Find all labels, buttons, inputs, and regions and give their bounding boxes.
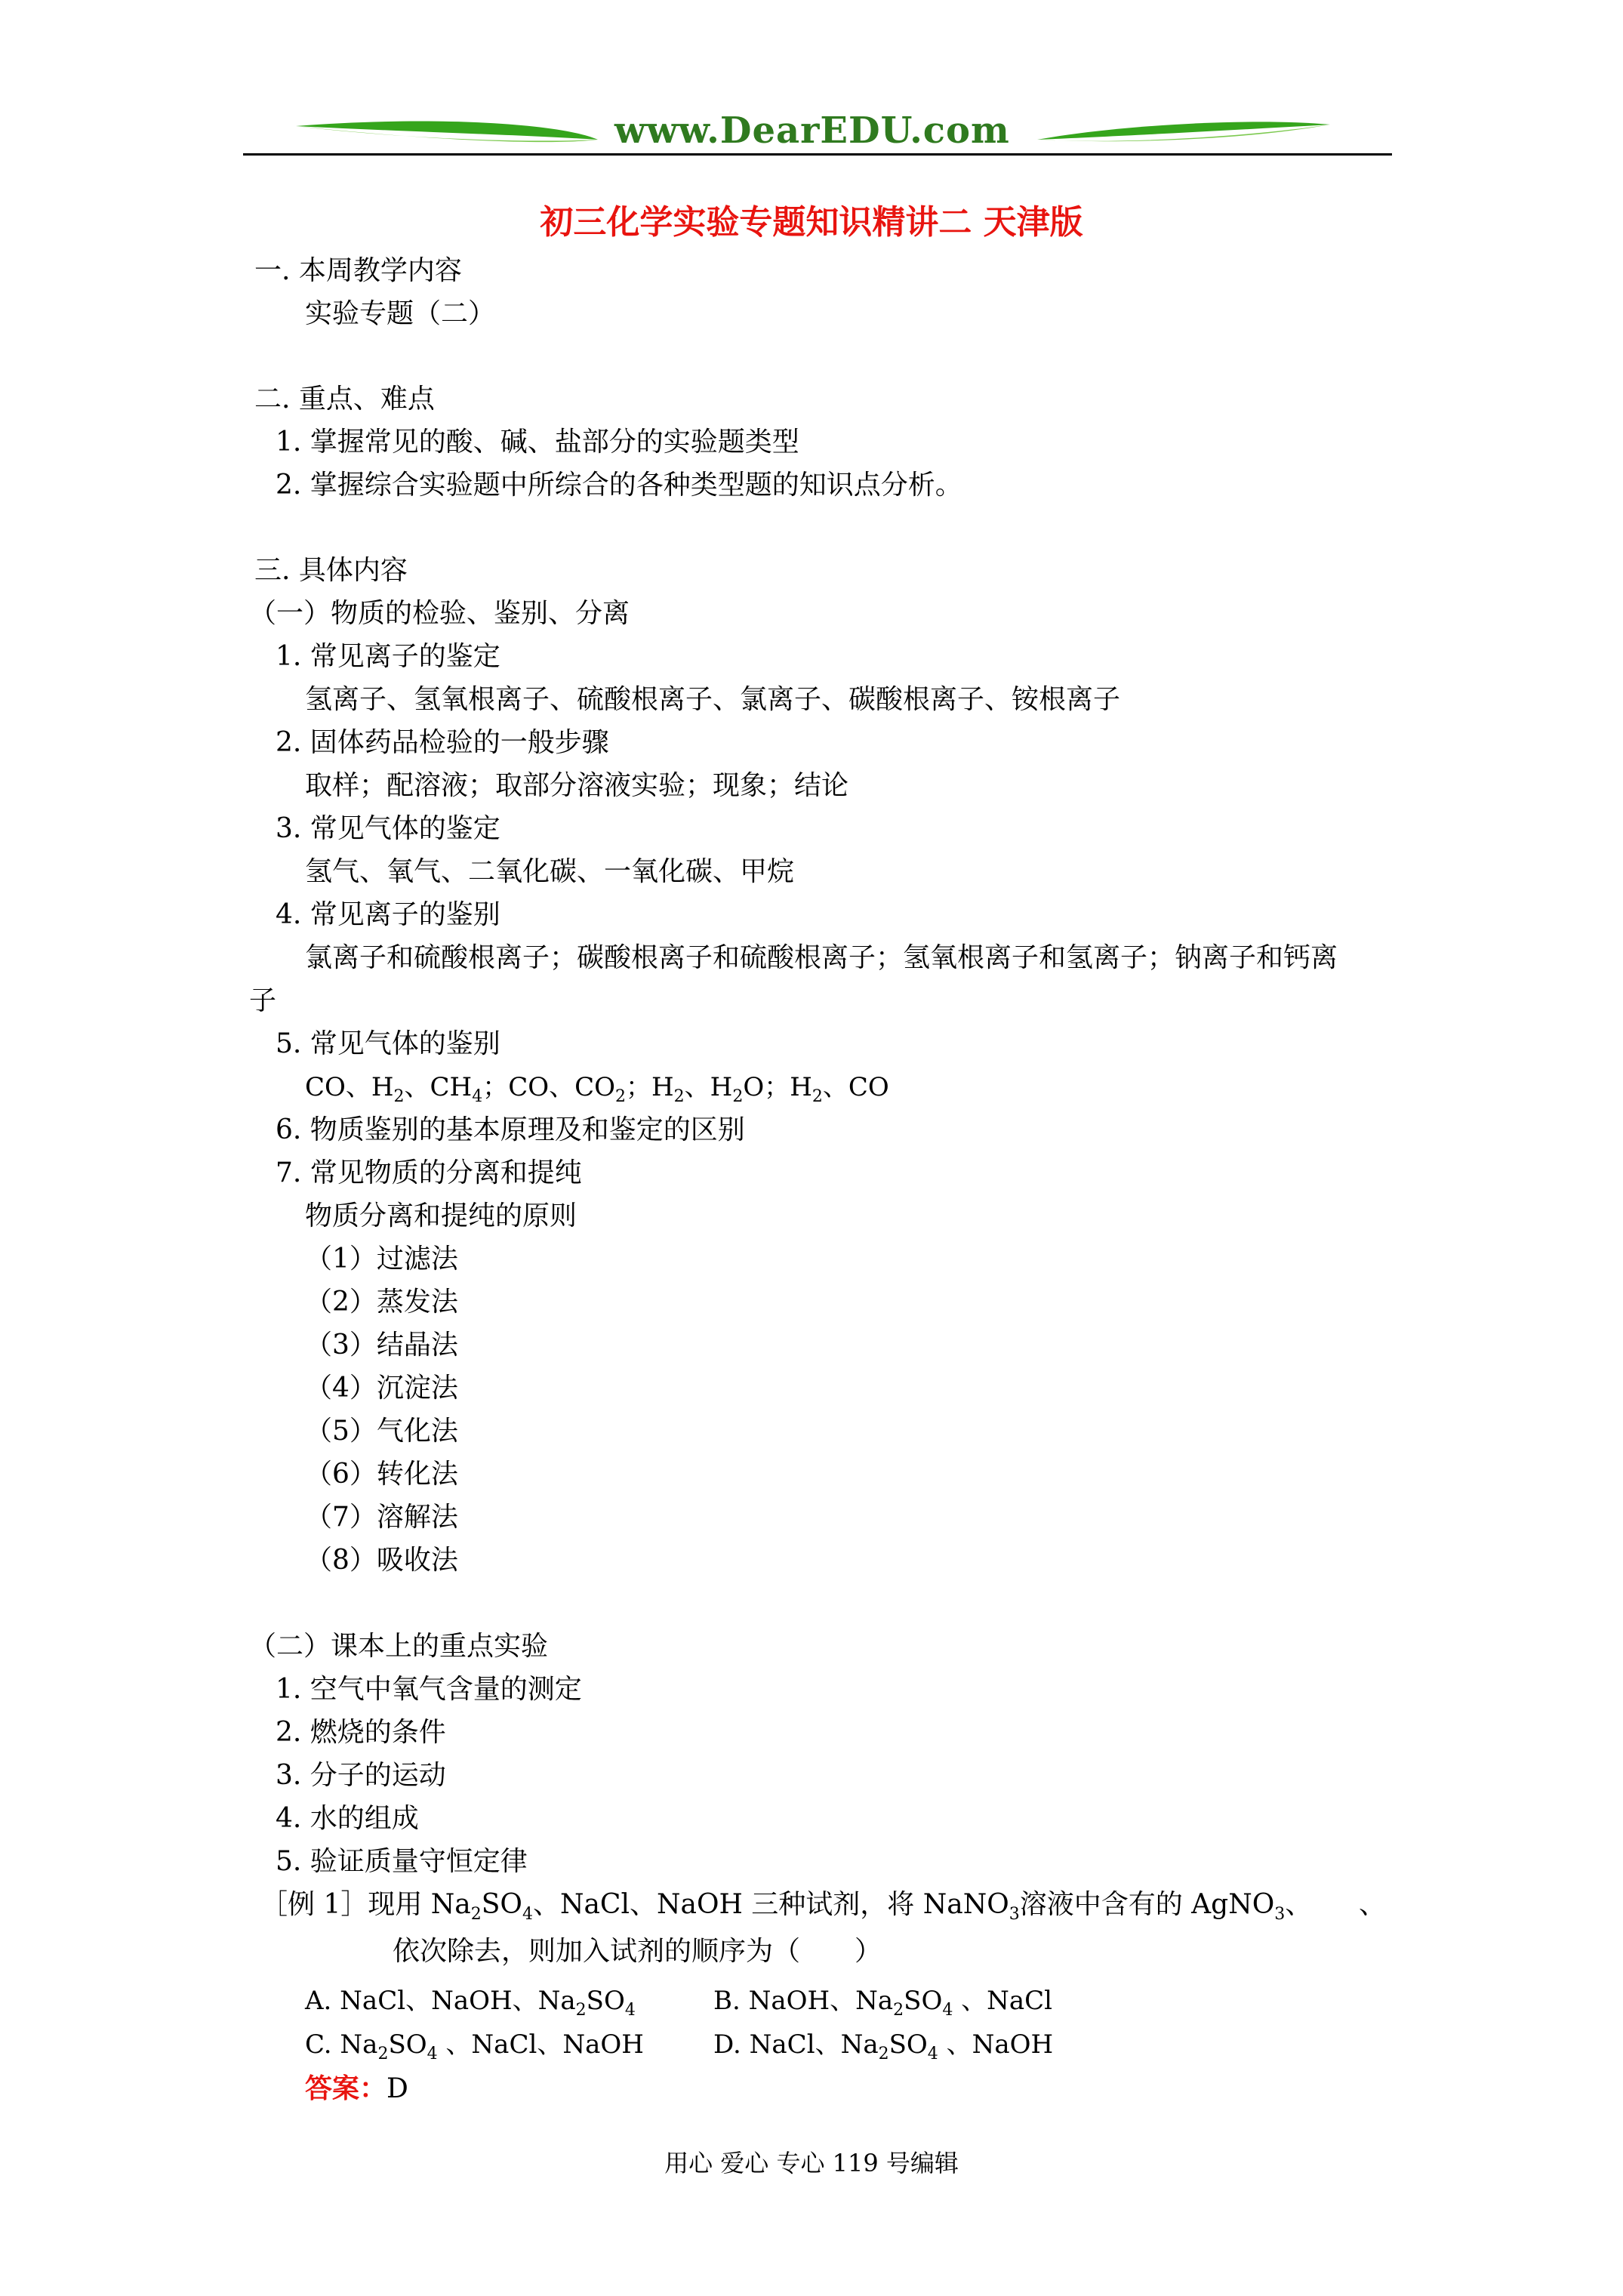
- example-text: SO: [481, 1889, 522, 1920]
- formula-subscript: 4: [942, 2001, 953, 2020]
- formula-subscript: 2: [393, 1087, 405, 1106]
- option-text: D. NaCl、Na: [713, 2029, 879, 2060]
- part-1-heading: （一）物质的检验、鉴别、分离: [249, 598, 630, 629]
- formula-subscript: 2: [377, 2045, 389, 2063]
- option-text: A. NaCl、NaOH、Na: [305, 1986, 576, 2016]
- list-item-detail: 氢气、氧气、二氧化碳、一氧化碳、甲烷: [305, 856, 795, 887]
- method-item: （4）沉淀法: [305, 1373, 458, 1404]
- option-text: B. NaOH、Na: [713, 1986, 894, 2016]
- list-item-detail-wrap: 子: [249, 985, 277, 1016]
- formula-subscript: 4: [427, 2045, 438, 2063]
- example-trailing-mark: 、: [1359, 1889, 1387, 1920]
- list-item-detail: 氢离子、氢氧根离子、硫酸根离子、氯离子、碳酸根离子、铵根离子: [305, 684, 1121, 715]
- list-item: 5. 常见气体的鉴别: [276, 1028, 500, 1059]
- method-item: （2）蒸发法: [305, 1287, 458, 1318]
- page-footer: 用心 爱心 专心 119 号编辑: [664, 2149, 959, 2177]
- formula-subscript: 2: [878, 2045, 889, 2063]
- option-a: [305, 1984, 636, 2020]
- list-item: 2. 燃烧的条件: [276, 1717, 446, 1748]
- formula-subscript: 2: [470, 1905, 482, 1924]
- list-item: 1. 常见离子的鉴定: [276, 641, 500, 672]
- formula-subscript: 4: [927, 2045, 938, 2063]
- list-item: 7. 常见物质的分离和提纯: [276, 1157, 582, 1188]
- formula-text: ；: [764, 1072, 790, 1102]
- formula-subscript: 2: [575, 2001, 587, 2020]
- option-d: [713, 2028, 1053, 2061]
- header-divider: [243, 153, 1392, 156]
- option-text: SO: [586, 1986, 625, 2016]
- list-item: 2. 固体药品检验的一般步骤: [276, 727, 609, 758]
- formula-subscript: 4: [624, 2001, 636, 2020]
- method-item: （8）吸收法: [305, 1545, 458, 1576]
- part-2-heading: （二）课本上的重点实验: [249, 1631, 549, 1662]
- formula-text: ；: [482, 1072, 509, 1102]
- formula-subscript: 2: [673, 1087, 685, 1106]
- answer-line: [305, 2072, 408, 2106]
- formula-subscript: 2: [812, 1087, 823, 1106]
- list-item: 6. 物质鉴别的基本原理及和鉴定的区别: [276, 1114, 745, 1145]
- option-text: 、NaOH: [938, 2029, 1054, 2060]
- option-c: [305, 2028, 644, 2061]
- formula-text: CO: [574, 1072, 615, 1102]
- option-text: 、NaCl、NaOH: [437, 2029, 644, 2060]
- example-question-line-2: 依次除去，则加入试剂的顺序为（ ）: [393, 1936, 882, 1967]
- formula-subscript: 2: [732, 1087, 744, 1106]
- formula-subscript: 2: [893, 2001, 904, 2020]
- formula-text: H: [651, 1072, 674, 1102]
- list-item-detail: 取样；配溶液；取部分溶液实验；现象；结论: [305, 770, 849, 801]
- formula-text: CO: [508, 1072, 550, 1102]
- formula-subscript: 4: [522, 1905, 533, 1924]
- list-item: 4. 常见离子的鉴别: [276, 899, 500, 930]
- option-text: C. Na: [305, 2029, 378, 2060]
- site-logo-text: www.DearEDU.com: [614, 109, 1010, 152]
- section-2-item: 2. 掌握综合实验题中所综合的各种类型题的知识点分析。: [276, 470, 962, 501]
- page-header: [243, 109, 1392, 162]
- section-2-heading: 二. 重点、难点: [254, 384, 435, 415]
- formula-subscript: 3: [1009, 1905, 1020, 1924]
- option-text: SO: [888, 2029, 928, 2060]
- method-item: （5）气化法: [305, 1416, 458, 1447]
- example-text: ［例 1］现用 Na: [260, 1889, 471, 1920]
- gas-formula-line: [305, 1071, 889, 1104]
- method-item: （1）过滤法: [305, 1244, 458, 1274]
- formula-text: H: [790, 1072, 812, 1102]
- formula-text: ；: [626, 1072, 651, 1102]
- formula-text: 、: [404, 1072, 430, 1102]
- option-text: 、NaCl: [953, 1986, 1053, 2016]
- formula-text: H: [371, 1072, 394, 1102]
- list-item: 5. 验证质量守恒定律: [276, 1846, 528, 1877]
- option-text: SO: [388, 2029, 427, 2060]
- formula-text: 、: [549, 1072, 575, 1102]
- formula-text: CO: [848, 1072, 889, 1102]
- list-item: 4. 水的组成: [276, 1803, 419, 1834]
- example-text: 、: [1285, 1889, 1313, 1920]
- list-item: 3. 分子的运动: [276, 1760, 446, 1791]
- section-1-line: 实验专题（二）: [305, 298, 496, 329]
- answer-label: 答案：: [305, 2073, 387, 2104]
- list-item: 1. 空气中氧气含量的测定: [276, 1674, 582, 1705]
- section-3-heading: 三. 具体内容: [254, 555, 408, 586]
- method-item: （6）转化法: [305, 1459, 458, 1490]
- formula-text: CH: [430, 1072, 473, 1102]
- method-item: （3）结晶法: [305, 1330, 458, 1361]
- formula-subscript: 3: [1274, 1905, 1286, 1924]
- list-item-detail: 氯离子和硫酸根离子；碳酸根离子和硫酸根离子；氢氧根离子和氢离子；钠离子和钙离: [305, 942, 1338, 973]
- list-item: 3. 常见气体的鉴定: [276, 813, 500, 844]
- method-item: （7）溶解法: [305, 1502, 458, 1533]
- option-b: [713, 1984, 1053, 2020]
- example-text: 、NaCl、NaOH 三种试剂，将 NaNO: [532, 1889, 1009, 1920]
- formula-text: 、: [684, 1072, 710, 1102]
- formula-subscript: 2: [615, 1087, 626, 1106]
- formula-text: H: [710, 1072, 733, 1102]
- example-text: 溶液中含有的 AgNO: [1019, 1889, 1275, 1920]
- example-question-line-1: [260, 1888, 1312, 1922]
- formula-text: CO: [305, 1072, 346, 1102]
- section-2-item: 1. 掌握常见的酸、碱、盐部分的实验题类型: [276, 427, 799, 458]
- formula-subscript: 4: [472, 1087, 483, 1106]
- page-title: 初三化学实验专题知识精讲二 天津版: [540, 203, 1083, 242]
- answer-value: D: [387, 2073, 408, 2104]
- list-item-detail: 物质分离和提纯的原则: [305, 1200, 577, 1231]
- option-text: SO: [904, 1986, 943, 2016]
- formula-text: 、: [345, 1072, 371, 1102]
- formula-text: O: [743, 1072, 765, 1102]
- section-1-heading: 一. 本周教学内容: [254, 255, 462, 286]
- formula-text: 、: [822, 1072, 848, 1102]
